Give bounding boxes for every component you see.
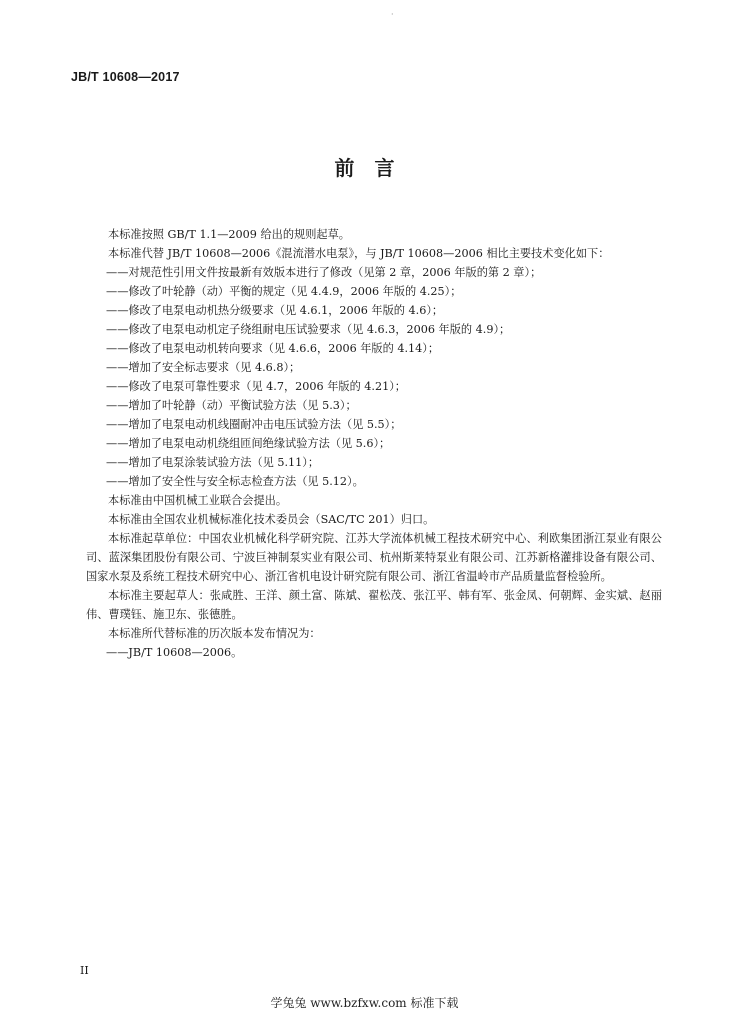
change-item: ——增加了叶轮静（动）平衡试验方法（见 5.3）； — [106, 399, 357, 412]
change-item: ——增加了安全性与安全标志检查方法（见 5.12）。 — [106, 475, 364, 488]
page-title: 前 言 — [334, 156, 395, 180]
change-item: ——修改了电泵电动机定子绕组耐电压试验要求（见 4.6.3，2006 年版的 4.9）； — [106, 323, 511, 336]
paragraph-proposed-by: 本标准由中国机械工业联合会提出。 — [108, 494, 288, 507]
paragraph-drafting-units: 本标准起草单位：中国农业机械化科学研究院、江苏大学流体机械工程技术研究中心、利欧集团浙江泵业有限公司、蓝深集团股份有限公司、宁波巨神制泵实业有限公司、杭州斯莱特泵业有限公司、江苏新格灌排设备有限公司、国家水泵及系统工程技术研究中心、浙江省机电设计研究院有限公司、浙江省温岭市产品质量监督检验所。 — [86, 532, 662, 583]
change-item: ——对规范性引用文件按最新有效版本进行了修改（见第 2 章，2006 年版的第 2 章）； — [106, 266, 542, 279]
change-item: ——修改了叶轮静（动）平衡的规定（见 4.4.9，2006 年版的 4.25）； — [106, 285, 462, 298]
footer-watermark[interactable]: 学兔兔 www.bzfxw.com 标准下载 — [270, 996, 459, 1010]
change-item: ——增加了安全标志要求（见 4.6.8）； — [106, 361, 301, 374]
change-item: ——修改了电泵可靠性要求（见 4.7，2006 年版的 4.21）； — [106, 380, 406, 393]
paragraph-history-intro: 本标准所代替标准的历次版本发布情况为： — [108, 627, 321, 640]
paragraph-drafters: 本标准主要起草人：张咸胜、王洋、颜土富、陈斌、翟松茂、张江平、韩有军、张金凤、何朝辉、金实斌、赵丽伟、曹璞钰、施卫东、张德胜。 — [86, 589, 662, 621]
change-item: ——修改了电泵电动机转向要求（见 4.6.6，2006 年版的 4.14）； — [106, 342, 440, 355]
paragraph-managed-by: 本标准由全国农业机械标准化技术委员会（SAC/TC 201）归口。 — [108, 513, 435, 526]
paragraph-replaces: 本标准代替 JB/T 10608—2006《混流潜水电泵》，与 JB/T 10608—2006 相比主要技术变化如下： — [108, 247, 610, 260]
paragraph-drafting-rules: 本标准按照 GB/T 1.1—2009 给出的规则起草。 — [108, 228, 350, 241]
history-item: ——JB/T 10608—2006。 — [106, 646, 243, 659]
change-item: ——增加了电泵电动机绕组匝间绝缘试验方法（见 5.6）； — [106, 437, 391, 450]
changes-list — [86, 263, 662, 491]
standard-code: JB/T 10608—2017 — [71, 70, 180, 84]
page-number: II — [80, 964, 89, 977]
change-item: ——增加了电泵电动机线圈耐冲击电压试验方法（见 5.5）； — [106, 418, 402, 431]
tick-mark: · — [391, 10, 394, 19]
foreword-body — [86, 225, 662, 662]
change-item: ——增加了电泵涂装试验方法（见 5.11）； — [106, 456, 320, 469]
change-item: ——修改了电泵电动机热分级要求（见 4.6.1，2006 年版的 4.6）； — [106, 304, 444, 317]
